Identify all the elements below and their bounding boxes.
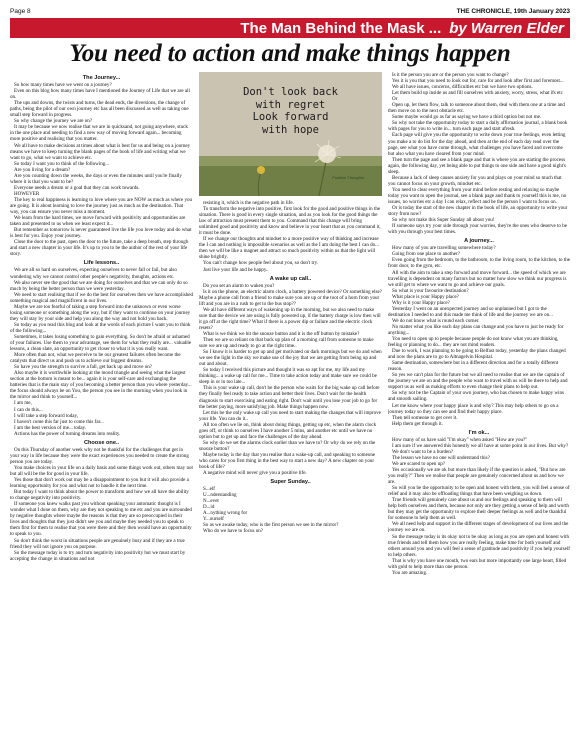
article-paragraph: But remember as tomorrow is never guaranteed live the life you love today and do what is best for you. Enjoy your journey. — [10, 227, 192, 240]
article-paragraph: We do not know what is round each corner. — [392, 317, 480, 324]
article-paragraph: Because a lack of sleep causes anxiety for you and plays on your mind so much that you cannot focus on your growth, mindset etc. — [388, 174, 562, 187]
article-paragraph: Close the door to the past, open the door to the future, take a deep breath, step through and start a new chapter in your life. It's up to you to be the author of the rest of your life story. — [10, 239, 189, 258]
article-paragraph: Let me know where your happy place is and why? This may help others to go on a journey today so they can see and find their happy place. — [388, 402, 559, 415]
section-heading: Choose one.. — [83, 439, 120, 446]
article-paragraph: Everyone needs a dream or a goal that they can work towards. — [14, 184, 140, 191]
article-paragraph: U...nderstanding — [203, 492, 237, 499]
article-paragraph: Each page will give you the opportunity to write down your true feelings, even letting you make a to do list for the day ahead, and then at the end of each day read over the page, see what you have come through, what challenges you have faced and overcome but also what you have cleared from your mind. — [388, 132, 566, 157]
article-paragraph: resisting it, which is the negative path in life. — [203, 200, 294, 206]
article-paragraph: On this Thursday of another week why not be thankful for the challenges that get in your way in life because they were the exact experiences you needed to create the strong person you are today. — [10, 446, 189, 465]
article-paragraph: You can't change how people feel about you, so don't try. — [203, 260, 319, 267]
article-paragraph: Even going from the bedroom, to the bathroom, to the living room, to the kitchen, to the front door, to the gym, etc. — [388, 257, 570, 270]
photo-caption: Positive Thoughts — [332, 175, 364, 180]
article-paragraph: Do you set an alarm to waken you? — [203, 282, 275, 289]
article-paragraph: Due to work, I was planning to be going to Belfast today, yesterday the plans changed and now the plans are to go to Altnagelvin Hospital. — [388, 348, 566, 361]
article-paragraph: But today I want to think about the power to transform and how we all have the ability to change negativity into positivity. — [10, 489, 189, 502]
article-paragraph: The ups and downs, the twists and turns, the dead ends, the diversions, the change of paths, being the pilot of our own journey etc has all been discussed as well as taking one small step forward in progress. — [10, 100, 189, 119]
page-header — [10, 6, 570, 16]
article-paragraph: You need to clear everything from your mind before resting and relaxing so maybe today you want to open the journal, see a blank page and thank to yourself this is me, no issues, no worries etc a day I can relax, reflect and be the person I want to focus on. — [388, 186, 567, 205]
article-paragraph: You are amazing. — [392, 569, 428, 576]
article-paragraph: Sometimes, it takes losing something to gain everything. So don't be afraid or ashamed of your failures. Use them to your advantage, see them for what they really are... valuable lessons, a clean slate, an opportunity to get closer to what it is you really want. — [10, 333, 192, 353]
article-paragraph: The key to real happiness is learning to love where you are NOW as much as where you are going. It is about learning to love the journey just as much as the destination. That way, you can ensure you never miss a moment. — [10, 196, 193, 216]
page-number: Page 8 — [10, 7, 31, 15]
article-paragraph: S...elf — [203, 486, 215, 493]
article-paragraph: We all have different ways of wakening up in the morning, but we also need to make sure that the device we are using is fully powered up, if the battery charge is low then will it go off at the right time? What if there is a power dip or failure and the electric clock resets? — [199, 306, 381, 331]
article-paragraph: If we change our thoughts and mindset to a more positive way of thinking and increase the I can and nothing is impossible scenarios as well as the I am doing the best I can do... then we will be like a magnet and attract so much positivity within us that the light will shine brightly. — [199, 236, 379, 261]
article-paragraph: You need to open up to people because people do not know what you are thinking, feeling or planning to do... they are not mind readers. — [388, 336, 559, 349]
article-paragraph: All too often we lie on, think about doing things, getting up etc, when the alarm clock goes off, or think to ourselves I have another 5 mins, and another etc until we have no option but to get up and face the challenges of the day ahead. — [199, 421, 377, 440]
section-heading: A journey... — [464, 238, 494, 245]
article-paragraph: Yesterday I went on an unexpected journey and so unplanned but I got to the destination I needed to and this made me think of life and the journey we are on... — [388, 305, 553, 318]
article-paragraph: Same destination, somewhere but in a different direction and for a totally different reason. — [388, 360, 559, 373]
article-paragraph: So I know it is harder to get up and get motivated on dark mornings but we do and when we see the light in the sky we make use of the joy that we are getting from being up and out and about. — [199, 349, 382, 368]
article-paragraph: More often than not, what we perceive to be our greatest failures often become the catalysts that direct us and push us to achieve our biggest dreams. — [10, 352, 181, 365]
article-paragraph: It may be because we now realise that we are in quicksand, not going anywhere, stuck in the one place and needing to find a new way of moving forward again... becoming more positive and realising that you matter. — [10, 124, 188, 143]
article-paragraph: No matter what you like each day plans can change and you have to just be ready for anything... — [388, 323, 564, 336]
article-paragraph: I will take a step forward today, — [14, 412, 78, 419]
article-paragraph: You make choices in your life on a daily basis and some things work out, others may not but all will be the for good in your life. — [10, 464, 193, 477]
article-paragraph: Why is it your Happy place? — [392, 299, 450, 306]
article-paragraph: We also never see the good that we are doing for ourselves and that we can only do so much by being the better person than we were yesterday. — [10, 279, 188, 292]
article-paragraph: This is your wake up call, don't be the person who waits for the big wake up call before they finally feel ready to take action and better their lives. Don't wait for the health diagnosis to start exercising and eating right. Don't wait until you lose your job to go for the better paying, more satisfying job. Make things happen now. — [199, 385, 380, 410]
article-paragraph: All with the aim to take a step forward and move forward... the speed of which we are travelling is dependent on many factors but no matter how slow we think our progress is we still get to where we want to go and achieve our goals. — [388, 269, 567, 288]
article-paragraph: Let them build up inside us and fill ourselves with anxiety, worry, stress, what ifs etc — [392, 90, 563, 97]
article-paragraph: Maybe today is the day that you realise that a wake-up call, and speaking to someone who cares for you first thing in the best way to start a new day? A new chapter on your book of life? — [199, 451, 376, 471]
article-paragraph: How many of you are travelling somewhere today? — [392, 245, 496, 252]
article-paragraph: Let this be the only wake up call you need to start making the changes that will improve your life. You can do it.. — [199, 409, 381, 422]
article-paragraph: So what is your favourite destination? — [392, 287, 469, 294]
article-paragraph: I can do this... — [14, 406, 43, 413]
article-paragraph: So the message today is to try and turn negativity into positivity but we must start by accepting the change in situations and not — [10, 549, 186, 562]
article-paragraph: To transform the negative into positive, first look for the good and positive things in the situation. There is good in every single situation, and as you look for the good things the law of attraction must present them to you. Command that this change will bring unlimited good and positivity and know and believe in your heart that as you command it, it must be done. — [199, 206, 381, 237]
article-paragraph: We all have issues, concerns, difficulties etc but we have two options. — [392, 84, 533, 91]
article-paragraph: So today I received this picture and thought it was so apt for me, my life and my thinking... a wake up call for me... Time to take action today and make sure we could be sleep in or in too late... — [199, 367, 377, 386]
section-heading: The Journey... — [82, 75, 121, 81]
article-column-1 — [10, 72, 193, 731]
section-heading: I'm ok... — [468, 429, 490, 436]
article-paragraph: Then we are so reliant on that back up plan of a morning call from someone to make sure we are up and ready to go at the right time.. — [199, 337, 374, 350]
article-paragraph: A negative mind will never give you a positive life. — [203, 470, 307, 477]
article-paragraph: What is we think we hit the snooze button and it is the off button by mistake? — [203, 330, 360, 337]
article-paragraph: I am the best version of me... today. — [14, 424, 87, 431]
article-paragraph: Then turn the page and see a blank page and that is where you are starting the process again, the following day, yet being able to put things to one side and have a good night's sleep. — [388, 156, 566, 175]
article-paragraph: We don't want to be a burden? — [392, 448, 454, 455]
article-column-3 — [388, 72, 570, 731]
article-paragraph: If someone says try your side through your worries, they're the ones who deserve to be with you through your best times. — [388, 223, 567, 236]
article-paragraph: Who do we have to focus on? — [203, 528, 263, 535]
article-paragraph: So why not be the Captain of your own journey, who has chosen to make happy wins and smooth sailing. — [388, 390, 564, 403]
article-paragraph: So today I want you to think of the following... — [14, 160, 110, 167]
article-paragraph: So the message today is its okay not to be okay as long as you are open and honest with true friends and tell them how you are really feeling, make time for both yourself and others around you and you will feel a sense of gratitude and positivity if you help yourself to help others. — [388, 533, 570, 558]
article-paragraph: HOWEVER — [14, 190, 40, 197]
article-paragraph: Are you living for a dream? — [14, 166, 71, 173]
article-paragraph: Actions has the power of turning dreams into reality. — [14, 430, 121, 437]
article-paragraph: What place is your Happy place? — [392, 293, 459, 300]
quote-text: Don't look back with regret Look forward with hope — [243, 86, 338, 136]
article-headline: You need to action and make things happen — [69, 40, 511, 67]
article-paragraph: A...nything wrong for — [203, 510, 248, 517]
article-paragraph: I am me, — [14, 400, 32, 407]
column-banner — [10, 18, 570, 38]
article-paragraph: We are scared to open up? — [392, 460, 445, 467]
article-paragraph: Some maybe would go as far as saying we have a third option but not me. — [392, 114, 542, 121]
article-paragraph: True friends will genuinely care about us and our feelings and speaking to them will help both ourselves and them, because not only are they getting a sense of help and worth but they may get the opportunity to explore their deeper feelings as well and be thankful for someone to help them as well. — [388, 497, 569, 522]
section-heading: Life lessons.. — [83, 260, 120, 267]
article-paragraph: So don't think the worst in situations people are genuinely busy and if they are a true friend they will not ignore you on purpose. — [10, 537, 185, 550]
section-heading: A wake up call.. — [269, 275, 312, 282]
article-paragraph: So why not take the opportunity today to start a daily affirmation journal, a blank book with pages for you to write in... turn each page and start afresh. — [388, 120, 568, 133]
article-paragraph: So how many times have we went on a journey? — [14, 82, 112, 89]
article-paragraph: So will you be the opportunity to be open and honest with them, you will feel a sense of relief and it may also be offloading things that have been weighing us down. — [388, 485, 570, 498]
article-paragraph: We are all so hard on ourselves, expecting ourselves to never fall or fail, but also wondering why we cannot control other people's negativity, thoughts, actions etc. — [10, 267, 177, 280]
article-paragraph: D...id — [203, 504, 215, 511]
article-paragraph: So why do we set the alarms clock earlier than we have to? Or why do we rely on the snooze button? — [199, 439, 376, 452]
article-paragraph: Are you counting down the weeks, the days or even the minutes until you're finally where it is that you want to be? — [10, 172, 182, 185]
article-paragraph: So why change the journey we are on? — [14, 118, 93, 125]
article-paragraph: N...ever — [203, 498, 220, 505]
article-paragraph: If someone you knew walks past you without speaking your automatic thought is I wonder what I done on them, why are they not speaking to me etc and you are surrounded by negative thoughts where maybe the reasons is that they are so preoccupied in their lives and thoughts that they just didn't see you and maybe they needed you to speak to them first for them to realise that you were there and they then would have an opportunity to speak to you. — [10, 501, 192, 538]
quote-photo — [199, 72, 382, 196]
article-paragraph: I haven't come this far just to come this far... — [14, 418, 104, 425]
article-paragraph: Also maybe it is worthwhile looking at the mood triangle and seeing what the largest section at the bottom is meant to be... again it is your self-care and exchanging the batteries that is the main stay of you becoming a better person than you where yesterday... the focus should always be on You, the person you see in the morning when you look in the mirror and think to yourself... — [10, 370, 192, 401]
article-paragraph: Yes it is you that you need to look out for, care for and look after first and foremost... — [392, 78, 564, 85]
article-paragraph: We all have to make decisions at times about what is best for us and being on a journey means we have to keep turning the blank pages of the book of life and writing what we want to go, what we want to achieve etc. — [10, 142, 191, 161]
article-paragraph: How many of us have said "I'm okay" when asked "How are you?" — [392, 436, 528, 443]
article-paragraph: We all need help and support in the different stages of development of our lives and the journey we are on. — [388, 521, 569, 534]
column-byline: by Warren Elder — [449, 19, 564, 37]
article-paragraph: Maybe we are too fearful of taking a step forward into the unknown or even worse losing someone or something along the way, but if they want to continue on your journey they will stay by your side and help you along the way and not hold you back. — [10, 303, 191, 322]
article-paragraph: We learn from the hard times, we move forward with positivity and opportunities are taken and presented to us when we least expect it... — [10, 215, 186, 228]
article-paragraph: That is why you have one mouth, two ears but more importantly one large heart, filled with gold to help more than one person. — [388, 557, 567, 570]
article-paragraph: Yes occasionally we are ok but more than likely if the question is asked, "But how are you really?" Then we realise that people are genuinely concerned about us and how we are. — [388, 467, 566, 486]
column-title: The Man Behind the Mask ... — [240, 19, 442, 37]
article-paragraph: Is it the person you are or the person you want to change? — [392, 72, 509, 78]
article-paragraph: Going from one place to another? — [392, 251, 460, 258]
article-paragraph: I am sure if we answered this honestly we all have at some point in our lives. But why? — [392, 442, 569, 449]
article-paragraph: Just live your life and be happy.. — [203, 266, 269, 273]
article-paragraph: So today as you read this blog and look at the words of each picture I want you to think of the following... — [10, 321, 191, 334]
article-paragraph: Even on this blog how many times have I mentioned the Journey of Life that we are all on. — [10, 88, 190, 101]
article-paragraph: Open up, let them flow, talk to someone about them, deal with them one at a time and then move on to the next obstacle etc. — [388, 102, 565, 115]
publication-date: THE CHRONICLE, 19th January 2023 — [456, 7, 570, 15]
article-paragraph: Y...ourself — [203, 516, 224, 523]
section-heading: Super Sunday.. — [270, 479, 311, 486]
article-paragraph: So have you the strength to survive a fall, get back up and move on? — [14, 364, 153, 371]
article-paragraph: The lesson we have no one will understand this? — [392, 454, 490, 461]
article-paragraph: So as we awake today, who is the first person we see in the mirror? — [203, 522, 339, 529]
article-column-2 — [199, 200, 382, 731]
article-paragraph: Then tell someone to get over it. — [392, 414, 458, 421]
article-paragraph: Yes those that don't work out may be a disappointment to you but it will also provide a learning opportunity for you and what not to handle it the next time. — [10, 477, 189, 490]
article-paragraph: So yes we can't plan for the future but we all need to realise that we are the captain of the journey we are on and the people who want to travel with us will be there to help and support us as well as making efforts to even change their plans to help out. — [388, 372, 568, 391]
article-paragraph: So why not make this Super Sunday all about you! — [392, 217, 495, 224]
article-paragraph: Is it on the phone, an electric alarm clock, a battery powered device? Or something else? Maybe a phone call from a friend to make sure you are up or the toot of a horn from your lift and you are in a rush to get to the bus stop?? — [199, 288, 382, 307]
article-paragraph: Or is today the start of the new chapter in the book of life, an opportunity to write your story from now? — [388, 205, 568, 218]
article-paragraph: Or — [392, 96, 398, 103]
article-paragraph: We need to start realising that if we do the best for ourselves then we have accomplished something magical and magnificent in our lives. — [10, 291, 193, 304]
article-paragraph: Help them get through it. — [392, 420, 443, 427]
